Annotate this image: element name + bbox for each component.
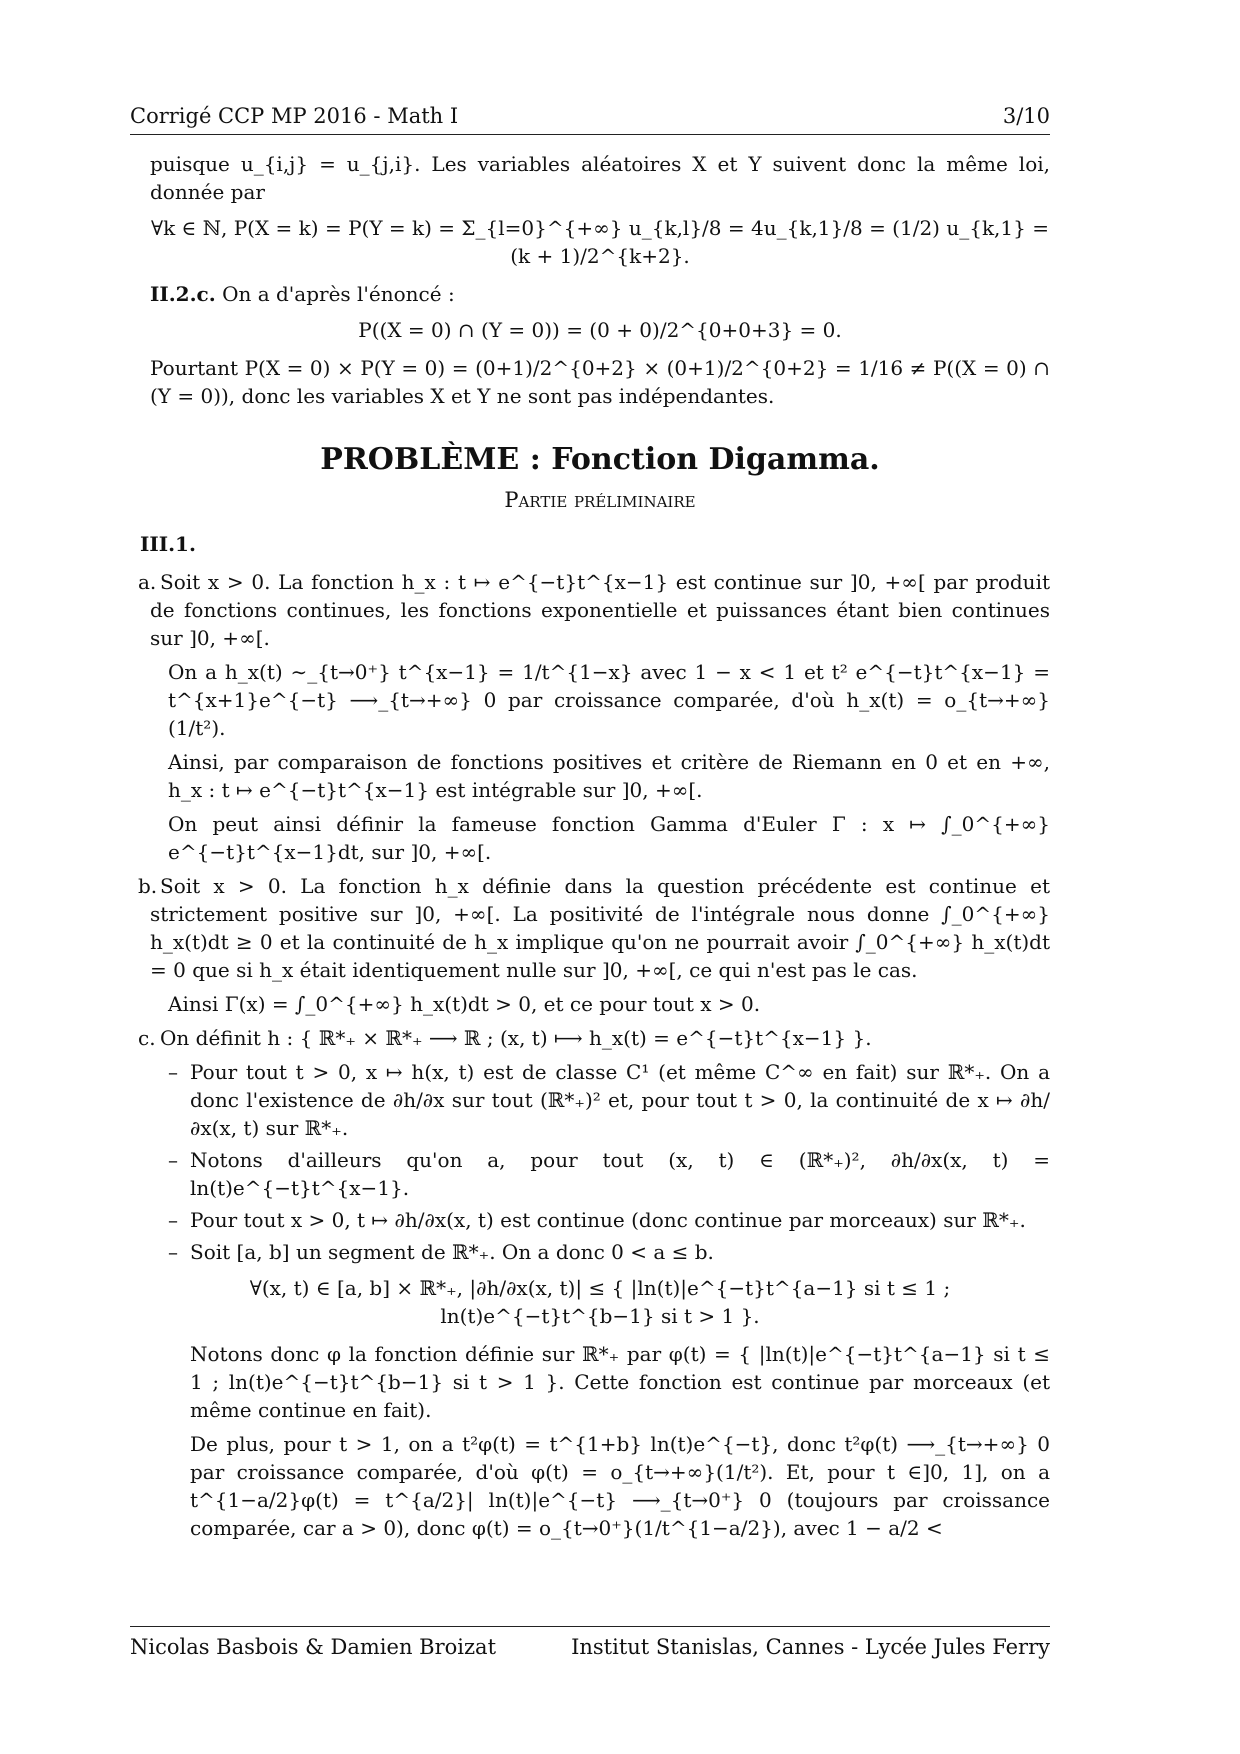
equation-law: ∀k ∈ ℕ, P(X = k) = P(Y = k) = Σ_{l=0}^{+∞} u_{k,l}/8 = 4u_{k,1}/8 = (1/2) u_{k,1} = (k + 1)/2^{k+2}. xyxy=(151,216,1049,268)
item-a-p1: Soit x > 0. La fonction h_x : t ↦ e^{−t}t^{x−1} est continue sur ]0, +∞[ par produit de fonctions continues, les fonctions exponentielle et puissances étant bien continues sur ]0, +∞[. xyxy=(150,570,1050,650)
item-a xyxy=(138,568,1050,866)
bullet-c1-note-text: Notons d'ailleurs qu'on a, pour tout (x, t) ∈ (ℝ*₊)², ∂h/∂x(x, t) = ln(t)e^{−t}t^{x−1}. xyxy=(190,1148,1050,1200)
item-c-p3: De plus, pour t > 1, on a t²φ(t) = t^{1+b} ln(t)e^{−t}, donc t²φ(t) ⟶_{t→+∞} 0 par croissance comparée, d'où φ(t) = o_{t→+∞}(1/t²). Et, pour t ∈]0, 1], on a t^{1−a/2}φ(t) = t^{a/2}| ln(t)|e^{−t} ⟶_{t→0⁺} 0 (toujours par croissance comparée, car a > 0), donc φ(t) = o_{t→0⁺}(1/t^{1−a/2}), avec 1 − a/2 < xyxy=(190,1432,1050,1540)
item-a-p3: Ainsi, par comparaison de fonctions positives et critère de Riemann en 0 et en +∞, h_x : t ↦ e^{−t}t^{x−1} est intégrable sur ]0, +∞[. xyxy=(168,750,1050,802)
item-b-label: b. xyxy=(138,874,158,898)
item-c-label: c. xyxy=(138,1026,156,1050)
equation-domination: ∀(x, t) ∈ [a, b] × ℝ*₊, |∂h/∂x(x, t)| ≤ { |ln(t)|e^{−t}t^{a−1} si t ≤ 1 ; ln(t)e^{−t}t^{b−1} si t > 1 }. xyxy=(249,1276,951,1328)
bullet-c2: – Pour tout x > 0, t ↦ ∂h/∂x(x, t) est continue (donc continue par morceaux) sur ℝ*₊. xyxy=(168,1206,1050,1234)
item-a-label: a. xyxy=(138,570,157,594)
paragraph-law: puisque u_{i,j} = u_{j,i}. Les variables aléatoires X et Y suivent donc la même loi, donnée par xyxy=(150,152,1050,204)
problem-title: PROBLÈME : Fonction Digamma. xyxy=(320,442,880,477)
page-footer xyxy=(130,1626,1050,1659)
footer-institution: Institut Stanislas, Cannes - Lycée Jules Ferry xyxy=(571,1635,1050,1659)
item-c xyxy=(138,1024,1050,1542)
question-text: On a d'après l'énoncé : xyxy=(222,282,455,306)
bullet-c1: – Pour tout t > 0, x ↦ h(x, t) est de classe C¹ (et même C^∞ en fait) sur ℝ*₊. On a donc l'existence de ∂h/∂x sur tout (ℝ*₊)² et, pour tout t > 0, la continuité de x ↦ ∂h/∂x(x, t) sur ℝ*₊. xyxy=(168,1058,1050,1142)
question-label: II.2.c. xyxy=(150,282,216,306)
item-c-p2: Notons donc φ la fonction définie sur ℝ*₊ par φ(t) = { |ln(t)|e^{−t}t^{a−1} si t ≤ 1 ; ln(t)e^{−t}t^{b−1} si t > 1 }. Cette fonction est continue par morceaux (et même continue en fait). xyxy=(190,1342,1050,1422)
item-b-p2: Ainsi Γ(x) = ∫_0^{+∞} h_x(t)dt > 0, et ce pour tout x > 0. xyxy=(168,992,761,1016)
item-a-p2: On a h_x(t) ∼_{t→0⁺} t^{x−1} = 1/t^{1−x} avec 1 − x < 1 et t² e^{−t}t^{x−1} = t^{x+1}e^{−t} ⟶_{t→+∞} 0 par croissance comparée, d'où h_x(t) = o_{t→+∞}(1/t²). xyxy=(168,660,1050,740)
item-a-p4: On peut ainsi définir la fameuse fonction Gamma d'Euler Γ : x ↦ ∫_0^{+∞} e^{−t}t^{x−1}dt, sur ]0, +∞[. xyxy=(168,812,1050,864)
item-b-p1: Soit x > 0. La fonction h_x définie dans la question précédente est continue et strictement positive sur ]0, +∞[. La positivité de l'intégrale nous donne ∫_0^{+∞} h_x(t)dt ≥ 0 et la continuité de h_x implique qu'on ne pourrait avoir ∫_0^{+∞} h_x(t)dt = 0 que si h_x était identiquement nulle sur ]0, +∞[, ce qui n'est pas le cas. xyxy=(150,874,1050,982)
bullet-c1-note xyxy=(168,1146,1050,1202)
bullet-c3: – Soit [a, b] un segment de ℝ*₊. On a donc 0 < a ≤ b. xyxy=(168,1238,1050,1266)
page-content xyxy=(138,150,1050,1610)
part-title: Partie préliminaire xyxy=(504,488,696,512)
footer-authors: Nicolas Basbois & Damien Broizat xyxy=(130,1635,497,1659)
question-III-1-label: III.1. xyxy=(140,532,196,556)
paragraph-independence: Pourtant P(X = 0) × P(Y = 0) = (0+1)/2^{0+2} × (0+1)/2^{0+2} = 1/16 ≠ P((X = 0) ∩ (Y = 0)), donc les variables X et Y ne sont pas indépendantes. xyxy=(150,356,1050,408)
page-header xyxy=(130,98,1050,135)
item-c-p1: On définit h : { ℝ*₊ × ℝ*₊ ⟶ ℝ ; (x, t) ⟼ h_x(t) = e^{−t}t^{x−1} }. xyxy=(160,1026,872,1050)
page-number: 3/10 xyxy=(1002,104,1050,128)
header-title: Corrigé CCP MP 2016 - Math I xyxy=(130,104,459,128)
item-b xyxy=(138,872,1050,1018)
equation-joint: P((X = 0) ∩ (Y = 0)) = (0 + 0)/2^{0+0+3} = 0. xyxy=(358,318,842,342)
question-II-2-c xyxy=(150,280,1050,308)
